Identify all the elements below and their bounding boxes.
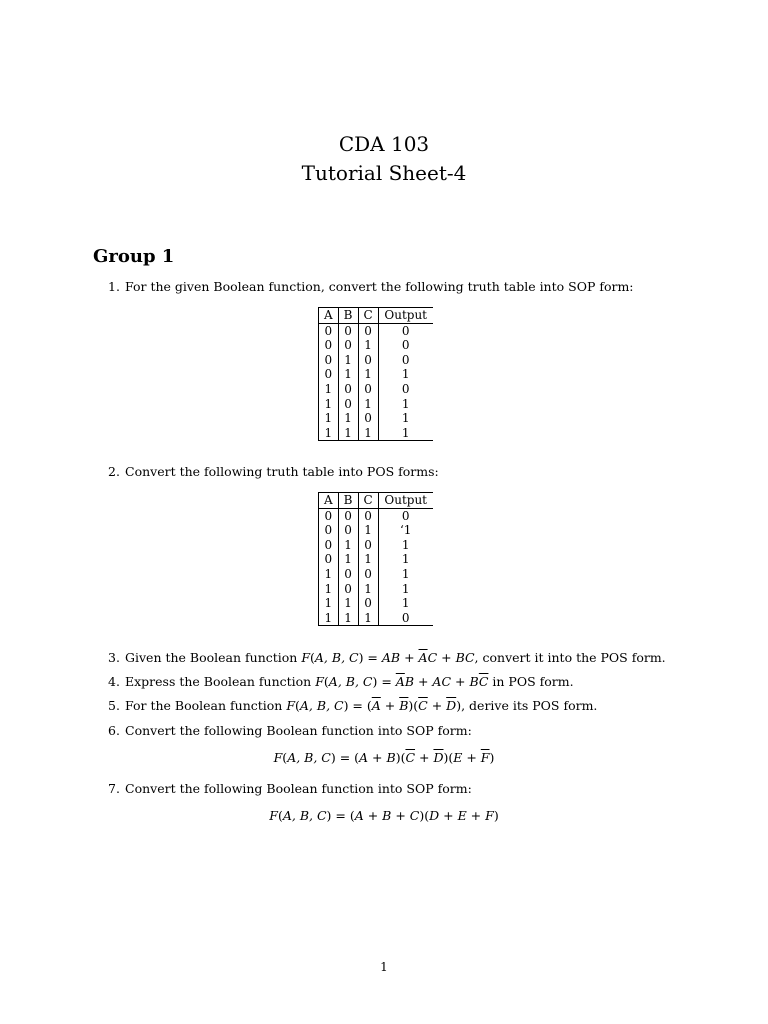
table-cell: 0 [319,508,339,523]
table-cell: 0 [358,538,378,553]
question-number: 5. [108,698,120,713]
question-7 [108,781,472,796]
question-5 [108,698,597,713]
table-row [319,338,433,353]
table-cell: 1 [338,552,358,567]
table-cell: 0 [319,367,339,382]
table-cell: 0 [319,323,339,338]
table-cell: 1 [358,523,378,538]
truth-table-2 [318,492,433,626]
table-cell: 1 [338,353,358,368]
table-cell: 1 [401,552,410,567]
table-cell: 1 [401,396,410,411]
table-cell: 1 [401,581,410,596]
table-cell: 0 [358,567,378,582]
document-title [0,130,768,188]
page-number: 1 [380,960,388,974]
sheet-title: Tutorial Sheet-4 [301,161,467,185]
table-cell: 1 [358,367,378,382]
table-cell: 0 [338,338,358,353]
table-cell: 1 [319,567,339,582]
column-header: B [338,493,358,509]
question-number: 2. [108,464,120,479]
table-cell: 0 [401,338,410,353]
column-header: A [319,308,339,324]
table-cell: ‘1 [399,523,412,538]
table-cell: 1 [401,411,410,426]
table-cell: 0 [358,596,378,611]
question-number: 1. [108,279,120,294]
question-4 [108,674,574,689]
table-cell: 0 [338,508,358,523]
question-text-tail: , derive its POS form. [461,698,598,713]
question-text: Convert the following truth table into POS forms: [125,464,439,479]
table-row [319,523,433,538]
question-text-lead: Express the Boolean function [125,674,316,689]
column-header: Output [378,493,433,509]
table-cell: 1 [319,596,339,611]
table-cell: 0 [338,323,358,338]
table-cell: 1 [338,596,358,611]
course-code: CDA 103 [338,132,430,156]
question-text: For the given Boolean function, convert the following truth table into SOP form: [125,279,634,294]
table-cell: 1 [319,397,339,412]
table-cell: 1 [358,397,378,412]
question-3 [108,650,666,665]
table-row [319,353,433,368]
table-row [319,411,433,426]
table-cell: 0 [358,323,378,338]
table-row [319,397,433,412]
table-cell: 0 [401,508,410,523]
column-header: Output [378,308,433,324]
table-cell: 0 [358,353,378,368]
table-cell: 1 [338,411,358,426]
table-row [319,323,433,338]
display-equation-7: F(A, B, C) = (A + B + C)(D + E + F) [269,808,499,823]
boolean-expression: F(A, B, C) = AB + $\overline{A}C$ + BC [301,650,475,665]
table-cell: 1 [338,426,358,441]
table-cell: 1 [358,338,378,353]
question-text: Convert the following Boolean function into SOP form: [125,723,472,738]
question-text-tail: in POS form. [488,674,574,689]
question-text-tail: , convert it into the POS form. [474,650,666,665]
table-header-row [319,308,433,324]
question-1 [108,279,634,294]
boolean-expression: F(A, B, $C) = (\overline{A} + \overline{B})(\overline{C} + \overline{D})$ [286,698,462,713]
table-row [319,552,433,567]
table-row [319,382,433,397]
table-cell: 0 [401,381,410,396]
table-cell: 0 [338,567,358,582]
column-header: C [358,308,378,324]
table-cell: 1 [401,596,410,611]
table-cell: 0 [338,382,358,397]
question-6 [108,723,472,738]
display-equation-6: F(A, B, $C) = (A + B)(\overline{C} + \overline{D})(E + \overline{F})$ [273,750,495,765]
column-header: C [358,493,378,509]
table-cell: 1 [378,426,433,441]
table-cell: 1 [358,582,378,597]
question-2 [108,464,439,479]
table-header-row [319,493,433,509]
table-cell: 0 [338,582,358,597]
table-row [319,538,433,553]
table-cell: 0 [319,523,339,538]
table-cell: 0 [319,538,339,553]
table-cell: 1 [319,382,339,397]
table-row [319,567,433,582]
question-text: Convert the following Boolean function into SOP form: [125,781,472,796]
table-cell: 1 [401,566,410,581]
table-cell: 1 [338,538,358,553]
table-row [319,582,433,597]
table-row [319,596,433,611]
table-cell: 1 [358,611,378,626]
table-cell: 0 [319,353,339,368]
boolean-expression: F(A, B, $C) = \overline{A}B$ + AC + $B\overline{C}$ [315,674,489,689]
table-cell: 1 [319,611,339,626]
table-cell: 1 [358,426,378,441]
question-number: 7. [108,781,120,796]
table-cell: 0 [378,611,433,626]
table-cell: 0 [338,397,358,412]
table-cell: 1 [338,367,358,382]
table-cell: 1 [358,552,378,567]
table-cell: 1 [338,611,358,626]
table-row [319,611,433,626]
truth-table-1 [318,307,433,441]
question-text-lead: For the Boolean function [125,698,287,713]
table-cell: 0 [338,523,358,538]
column-header: A [319,493,339,509]
question-number: 3. [108,650,120,665]
table-cell: 0 [319,552,339,567]
question-number: 4. [108,674,120,689]
table-cell: 1 [319,582,339,597]
table-cell: 1 [401,537,410,552]
table-cell: 0 [358,382,378,397]
column-header: B [338,308,358,324]
table-cell: 0 [358,411,378,426]
table-cell: 1 [319,426,339,441]
table-cell: 1 [401,367,410,382]
table-cell: 1 [319,411,339,426]
table-cell: 0 [319,338,339,353]
table-row [319,508,433,523]
table-cell: 0 [401,323,410,338]
section-heading: Group 1 [93,246,175,267]
question-text-lead: Given the Boolean function [125,650,302,665]
table-row [319,367,433,382]
table-row [319,426,433,441]
table-cell: 0 [358,508,378,523]
table-cell: 0 [401,352,410,367]
question-number: 6. [108,723,120,738]
